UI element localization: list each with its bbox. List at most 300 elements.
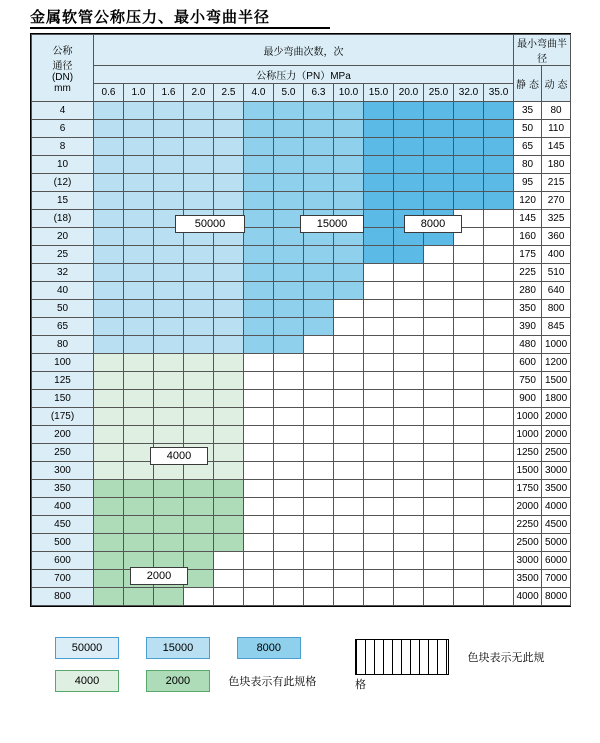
static-radius-value: 1000 [514, 426, 542, 444]
spec-cell [124, 246, 154, 264]
spec-cell [124, 336, 154, 354]
spec-cell [154, 480, 184, 498]
spec-cell [124, 588, 154, 606]
static-radius-value: 2250 [514, 516, 542, 534]
spec-cell [94, 336, 124, 354]
spec-cell [274, 552, 304, 570]
table-row [32, 534, 571, 552]
spec-cell [154, 282, 184, 300]
spec-cell [124, 408, 154, 426]
static-radius-value: 145 [514, 210, 542, 228]
table-row [32, 300, 571, 318]
spec-cell [124, 102, 154, 120]
spec-cell [394, 390, 424, 408]
spec-cell [124, 264, 154, 282]
legend-no-spec-text: 色块表示无此规格 [355, 652, 545, 691]
spec-cell [394, 282, 424, 300]
spec-cell [94, 156, 124, 174]
spec-cell [364, 192, 394, 210]
spec-cell [274, 390, 304, 408]
spec-cell [154, 354, 184, 372]
header-row-1 [32, 35, 571, 66]
static-radius-value: 175 [514, 246, 542, 264]
pn-header: 公称压力（PN）MPa [94, 66, 514, 84]
spec-cell [484, 480, 514, 498]
pn-value-0: 0.6 [94, 84, 124, 102]
dynamic-radius-header: 动 态 [542, 66, 571, 102]
spec-cell [334, 120, 364, 138]
spec-cell [94, 354, 124, 372]
spec-cell [154, 120, 184, 138]
spec-cell [244, 372, 274, 390]
spec-cell [214, 408, 244, 426]
spec-cell [484, 390, 514, 408]
spec-cell [94, 390, 124, 408]
spec-cell [424, 372, 454, 390]
spec-cell [334, 102, 364, 120]
spec-cell [304, 552, 334, 570]
static-radius-value: 350 [514, 300, 542, 318]
spec-cell [454, 174, 484, 192]
spec-cell [214, 102, 244, 120]
spec-cell [334, 138, 364, 156]
dynamic-radius-value: 1000 [542, 336, 571, 354]
spec-cell [124, 156, 154, 174]
pn-value-8: 10.0 [334, 84, 364, 102]
spec-cell [424, 534, 454, 552]
spec-cell [304, 480, 334, 498]
spec-cell [94, 408, 124, 426]
spec-cell [304, 534, 334, 552]
table-row [32, 480, 571, 498]
dynamic-radius-value: 325 [542, 210, 571, 228]
spec-cell [484, 462, 514, 480]
dn-label: 80 [32, 336, 94, 354]
static-radius-value: 225 [514, 264, 542, 282]
spec-cell [454, 192, 484, 210]
dn-header-line-2: 通径 [52, 61, 73, 72]
spec-cell [184, 534, 214, 552]
spec-cell [394, 138, 424, 156]
dynamic-radius-value: 6000 [542, 552, 571, 570]
spec-cell [154, 426, 184, 444]
spec-cell [154, 516, 184, 534]
spec-cell [484, 156, 514, 174]
spec-cell [124, 480, 154, 498]
dynamic-radius-value: 360 [542, 228, 571, 246]
spec-cell [454, 246, 484, 264]
table-row [32, 246, 571, 264]
spec-cell [454, 408, 484, 426]
spec-cell [484, 120, 514, 138]
spec-cell [244, 102, 274, 120]
spec-cell [244, 462, 274, 480]
spec-cell [274, 120, 304, 138]
spec-cell [94, 174, 124, 192]
spec-cell [304, 300, 334, 318]
spec-cell [244, 390, 274, 408]
spec-cell [424, 318, 454, 336]
spec-cell [154, 138, 184, 156]
spec-cell [424, 102, 454, 120]
legend-has-spec-text: 色块表示有此规格 [228, 676, 317, 688]
spec-cell [214, 462, 244, 480]
pn-value-5: 4.0 [244, 84, 274, 102]
spec-cell [454, 480, 484, 498]
spec-cell [304, 354, 334, 372]
spec-cell [364, 570, 394, 588]
dynamic-radius-value: 800 [542, 300, 571, 318]
spec-cell [364, 210, 394, 228]
spec-cell [424, 462, 454, 480]
static-radius-value: 2500 [514, 534, 542, 552]
spec-cell [424, 282, 454, 300]
dn-label: 40 [32, 282, 94, 300]
dynamic-radius-value: 510 [542, 264, 571, 282]
spec-cell [94, 138, 124, 156]
spec-cell [394, 480, 424, 498]
spec-cell [334, 246, 364, 264]
spec-cell [184, 552, 214, 570]
spec-cell [454, 102, 484, 120]
static-radius-value: 65 [514, 138, 542, 156]
dynamic-radius-value: 8000 [542, 588, 571, 606]
spec-cell [244, 444, 274, 462]
spec-cell [364, 516, 394, 534]
pn-value-13: 35.0 [484, 84, 514, 102]
table-row [32, 570, 571, 588]
spec-cell [94, 102, 124, 120]
table-row [32, 156, 571, 174]
dynamic-radius-value: 80 [542, 102, 571, 120]
spec-cell [484, 372, 514, 390]
dn-label: (18) [32, 210, 94, 228]
spec-cell [394, 444, 424, 462]
table-row [32, 444, 571, 462]
spec-cell [334, 390, 364, 408]
spec-cell [244, 192, 274, 210]
pn-value-11: 25.0 [424, 84, 454, 102]
table-row [32, 354, 571, 372]
table-row [32, 372, 571, 390]
spec-cell [394, 264, 424, 282]
spec-cell [424, 156, 454, 174]
spec-cell [244, 354, 274, 372]
dynamic-radius-value: 2000 [542, 426, 571, 444]
spec-cell [484, 192, 514, 210]
spec-cell [484, 318, 514, 336]
spec-cell [244, 228, 274, 246]
table-row [32, 462, 571, 480]
spec-cell [124, 210, 154, 228]
spec-cell [154, 192, 184, 210]
spec-cell [394, 462, 424, 480]
spec-cell [244, 318, 274, 336]
spec-cell [424, 264, 454, 282]
spec-cell [484, 426, 514, 444]
dynamic-radius-value: 110 [542, 120, 571, 138]
spec-cell [94, 498, 124, 516]
spec-cell [214, 372, 244, 390]
spec-cell [364, 480, 394, 498]
dynamic-radius-value: 640 [542, 282, 571, 300]
static-radius-value: 480 [514, 336, 542, 354]
legend-swatch-2000: 2000 [146, 670, 210, 692]
dynamic-radius-value: 180 [542, 156, 571, 174]
dynamic-radius-value: 3500 [542, 480, 571, 498]
spec-cell [484, 246, 514, 264]
spec-cell [334, 570, 364, 588]
spec-cell [364, 534, 394, 552]
spec-cell [334, 462, 364, 480]
spec-cell [154, 246, 184, 264]
spec-cell [274, 462, 304, 480]
dynamic-radius-value: 145 [542, 138, 571, 156]
spec-cell [274, 246, 304, 264]
title-underline [30, 27, 330, 29]
spec-cell [394, 372, 424, 390]
spec-cell [484, 300, 514, 318]
spec-cell [184, 516, 214, 534]
spec-cell [154, 534, 184, 552]
spec-cell [364, 336, 394, 354]
dn-header-line-1: 公称 [52, 46, 73, 57]
spec-cell [184, 426, 214, 444]
table-row [32, 102, 571, 120]
spec-cell [94, 282, 124, 300]
pn-value-12: 32.0 [454, 84, 484, 102]
spec-cell [154, 498, 184, 516]
spec-cell [304, 120, 334, 138]
spec-cell [304, 192, 334, 210]
spec-cell [184, 282, 214, 300]
spec-cell [94, 426, 124, 444]
spec-cell [214, 534, 244, 552]
legend-swatch-8000: 8000 [237, 637, 301, 659]
dn-label: 50 [32, 300, 94, 318]
dynamic-radius-value: 2000 [542, 408, 571, 426]
dynamic-radius-value: 7000 [542, 570, 571, 588]
spec-cell [484, 336, 514, 354]
spec-cell [454, 516, 484, 534]
table-row [32, 390, 571, 408]
spec-cell [124, 174, 154, 192]
pn-value-9: 15.0 [364, 84, 394, 102]
table-row [32, 426, 571, 444]
spec-cell [244, 480, 274, 498]
spec-cell [454, 426, 484, 444]
spec-cell [124, 498, 154, 516]
spec-cell [484, 570, 514, 588]
spec-cell [454, 588, 484, 606]
spec-cell [94, 534, 124, 552]
spec-table [31, 34, 571, 606]
dynamic-radius-value: 1800 [542, 390, 571, 408]
static-radius-value: 3500 [514, 570, 542, 588]
spec-cell [244, 534, 274, 552]
spec-cell [184, 354, 214, 372]
dn-header-line-4: mm [54, 83, 71, 94]
spec-cell [424, 192, 454, 210]
spec-cell [244, 588, 274, 606]
spec-cell [124, 192, 154, 210]
spec-cell [94, 480, 124, 498]
spec-cell [424, 390, 454, 408]
spec-cell [154, 336, 184, 354]
spec-cell [184, 318, 214, 336]
badge-50000: 50000 [175, 215, 245, 233]
spec-cell [334, 282, 364, 300]
spec-cell [124, 318, 154, 336]
spec-cell [454, 570, 484, 588]
spec-cell [304, 174, 334, 192]
spec-cell [274, 282, 304, 300]
spec-cell [394, 318, 424, 336]
spec-cell [424, 426, 454, 444]
spec-cell [334, 516, 364, 534]
spec-table-wrapper [30, 33, 571, 607]
spec-cell [424, 138, 454, 156]
dn-label: 15 [32, 192, 94, 210]
static-radius-value: 3000 [514, 552, 542, 570]
spec-cell [214, 282, 244, 300]
spec-cell [274, 588, 304, 606]
spec-cell [424, 354, 454, 372]
dn-label: 4 [32, 102, 94, 120]
pn-value-6: 5.0 [274, 84, 304, 102]
spec-cell [274, 354, 304, 372]
spec-cell [274, 516, 304, 534]
spec-cell [304, 372, 334, 390]
dynamic-radius-value: 1500 [542, 372, 571, 390]
spec-cell [94, 372, 124, 390]
spec-cell [454, 336, 484, 354]
spec-cell [424, 246, 454, 264]
spec-cell [214, 174, 244, 192]
spec-cell [184, 300, 214, 318]
dynamic-radius-value: 5000 [542, 534, 571, 552]
spec-cell [274, 138, 304, 156]
table-body [32, 102, 571, 606]
spec-cell [154, 408, 184, 426]
spec-cell [334, 336, 364, 354]
spec-cell [184, 498, 214, 516]
spec-cell [154, 300, 184, 318]
spec-cell [454, 138, 484, 156]
spec-cell [424, 588, 454, 606]
spec-cell [94, 264, 124, 282]
spec-cell [394, 426, 424, 444]
spec-cell [394, 156, 424, 174]
spec-cell [364, 228, 394, 246]
spec-cell [274, 408, 304, 426]
spec-cell [484, 444, 514, 462]
spec-cell [334, 498, 364, 516]
static-radius-value: 900 [514, 390, 542, 408]
spec-cell [274, 318, 304, 336]
spec-cell [274, 102, 304, 120]
spec-cell [124, 120, 154, 138]
spec-cell [244, 552, 274, 570]
spec-cell [304, 318, 334, 336]
static-radius-value: 4000 [514, 588, 542, 606]
spec-cell [424, 408, 454, 426]
static-radius-value: 80 [514, 156, 542, 174]
spec-cell [94, 300, 124, 318]
spec-cell [334, 156, 364, 174]
spec-cell [454, 354, 484, 372]
table-row [32, 498, 571, 516]
spec-cell [364, 174, 394, 192]
spec-cell [184, 588, 214, 606]
spec-cell [214, 246, 244, 264]
dn-label: 20 [32, 228, 94, 246]
static-radius-value: 1750 [514, 480, 542, 498]
spec-cell [244, 336, 274, 354]
dynamic-radius-value: 845 [542, 318, 571, 336]
pn-value-2: 1.6 [154, 84, 184, 102]
spec-cell [244, 570, 274, 588]
spec-cell [274, 264, 304, 282]
spec-cell [154, 156, 184, 174]
dn-label: 8 [32, 138, 94, 156]
spec-cell [484, 102, 514, 120]
spec-cell [334, 174, 364, 192]
spec-cell [124, 516, 154, 534]
spec-cell [274, 210, 304, 228]
spec-cell [244, 282, 274, 300]
static-radius-header: 静 态 [514, 66, 542, 102]
spec-cell [454, 534, 484, 552]
spec-cell [274, 336, 304, 354]
spec-cell [94, 462, 124, 480]
spec-cell [184, 570, 214, 588]
spec-cell [394, 408, 424, 426]
spec-cell [124, 534, 154, 552]
dn-header-line-3: (DN) [51, 72, 74, 83]
dn-label: 200 [32, 426, 94, 444]
spec-cell [244, 210, 274, 228]
spec-cell [424, 174, 454, 192]
spec-cell [334, 264, 364, 282]
spec-cell [214, 192, 244, 210]
spec-cell [184, 156, 214, 174]
spec-cell [274, 300, 304, 318]
spec-cell [184, 246, 214, 264]
bend-count-header: 最少弯曲次数，次 [94, 35, 514, 66]
spec-cell [304, 498, 334, 516]
pn-value-7: 6.3 [304, 84, 334, 102]
static-radius-value: 1250 [514, 444, 542, 462]
spec-cell [454, 552, 484, 570]
dn-label: 6 [32, 120, 94, 138]
spec-cell [244, 246, 274, 264]
spec-cell [214, 264, 244, 282]
spec-cell [484, 588, 514, 606]
spec-cell [304, 408, 334, 426]
spec-cell [364, 588, 394, 606]
spec-cell [364, 372, 394, 390]
dn-label: 125 [32, 372, 94, 390]
spec-cell [154, 102, 184, 120]
spec-cell [124, 354, 154, 372]
spec-cell [184, 372, 214, 390]
spec-cell [334, 552, 364, 570]
spec-cell [334, 588, 364, 606]
spec-cell [484, 138, 514, 156]
static-radius-value: 2000 [514, 498, 542, 516]
spec-cell [394, 516, 424, 534]
